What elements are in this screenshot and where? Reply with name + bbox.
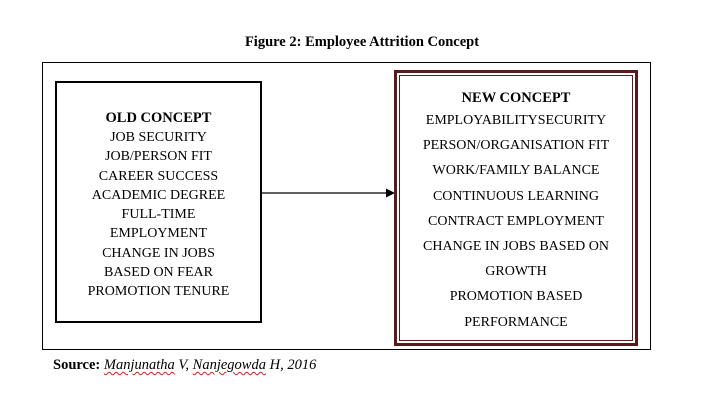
- arrow-connector: [262, 186, 396, 200]
- new-concept-item: PERSON/ORGANISATION FIT: [422, 138, 610, 154]
- source-label: Source:: [53, 357, 101, 373]
- old-concept-item: FULL-TIME: [121, 207, 196, 223]
- new-concept-list: [400, 108, 632, 335]
- old-concept-item: JOB/PERSON FIT: [105, 149, 212, 165]
- old-concept-item: CHANGE IN JOBS: [102, 245, 215, 261]
- old-concept-heading: OLD CONCEPT: [105, 110, 212, 126]
- old-concept-item: BASED ON FEAR: [104, 265, 213, 281]
- new-concept-box: [394, 70, 638, 346]
- source-citation: [53, 357, 316, 374]
- source-author-1: Manjunatha: [103, 357, 175, 373]
- source-author-2: Nanjegowda: [192, 357, 266, 373]
- new-concept-item: PROMOTION BASED: [449, 289, 583, 305]
- source-author-1-initial: V,: [174, 357, 193, 373]
- source-author-2-year: H, 2016: [265, 357, 317, 373]
- new-concept-item: PERFORMANCE: [464, 314, 568, 330]
- new-concept-item: GROWTH: [485, 264, 547, 280]
- figure-title: Figure 2: Employee Attrition Concept: [244, 34, 480, 50]
- old-concept-item: CAREER SUCCESS: [98, 168, 219, 184]
- old-concept-item: ACADEMIC DEGREE: [91, 187, 226, 203]
- new-concept-item: CHANGE IN JOBS BASED ON: [423, 239, 609, 255]
- new-concept-item: CONTRACT EMPLOYMENT: [428, 213, 604, 229]
- old-concept-item: PROMOTION TENURE: [87, 284, 230, 300]
- new-concept-item: EMPLOYABILITYSECURITY: [425, 113, 607, 128]
- old-concept-item: JOB SECURITY: [110, 130, 207, 145]
- new-concept-item: WORK/FAMILY BALANCE: [432, 163, 600, 179]
- new-concept-heading: NEW CONCEPT: [461, 90, 571, 106]
- new-concept-item: CONTINUOUS LEARNING: [432, 188, 600, 204]
- old-concept-list: [57, 128, 260, 302]
- old-concept-box: [55, 81, 262, 323]
- old-concept-item: EMPLOYMENT: [109, 226, 208, 242]
- new-concept-inner-border: [399, 75, 633, 341]
- source-text: [104, 357, 316, 373]
